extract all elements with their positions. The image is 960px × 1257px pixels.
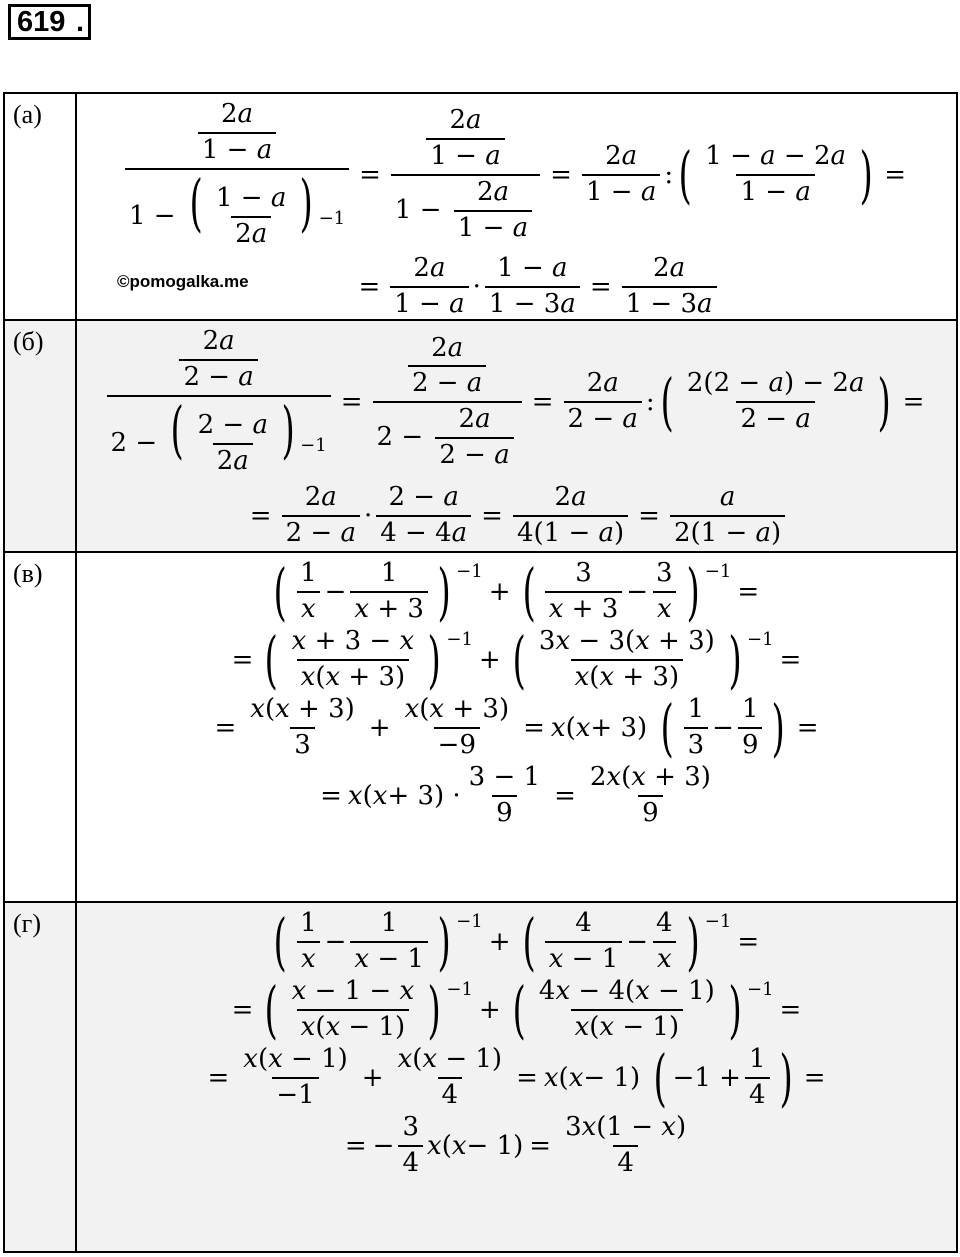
part-v-line-2: = ( x + 3 − x x(x + 3) ) −1 + ( 3x − 3(x + 3) x(x + 3) ) −1 = — [231, 623, 802, 697]
part-g-row — [4, 902, 957, 1252]
part-a-line-2: = $\frac{2a}{1 - a}$ · $\frac{1 - a}{1 - 3a}$ = $\frac{2a}{1 - 3a}$ — [77, 254, 956, 320]
part-v-label: (в) — [4, 552, 76, 902]
part-g-body — [76, 902, 957, 1252]
part-v-line-3: = $\frac{x(x + 3)}{3}$ + $\frac{x(x + 3)}{-9}$ = x ( x + 3) ( 1 3 − 1 9 ) = — [214, 690, 819, 764]
part-g-line-1: ( 1 x − 1 x − 1 ) −1 + ( 4 x − 1 − 4 x ) −1 = — [273, 905, 760, 979]
part-b-label: (б) — [4, 320, 76, 552]
part-b-line-1: $\frac{2a}{2 - a}$ 2 − ( $\frac{2 - a}{2a}$ ) −1 = $\frac{2a}{2 - a}$ 2 − $\frac{2a}{2 - a}$ = $\frac{2a}{2 - a}$ : ( 2(2 − a) − 2a 2 − a ) = — [77, 327, 956, 477]
part-g-line-4: = − $\frac{3}{4}$ x ( x − 1) = $\frac{3x(1 - x)}{4}$ — [344, 1111, 687, 1178]
part-g-label: (г) — [4, 902, 76, 1252]
problem-number-dot: . — [76, 6, 85, 38]
part-b-body — [76, 320, 957, 552]
part-g-line-2: = ( x − 1 − x x(x − 1) ) −1 + ( 4x − 4(x − 1) x(x − 1) ) −1 = — [231, 973, 802, 1047]
part-a-row — [4, 93, 957, 320]
part-g-line-3: = $\frac{x(x - 1)}{-1}$ + $\frac{x(x - 1)}{4}$ = x ( x − 1) ( −1 + 1 4 ) = — [207, 1040, 826, 1114]
part-v-line-4: = x ( x + 3) · $\frac{3 - 1}{9}$ = $\frac{2x(x + 3)}{9}$ — [320, 761, 711, 828]
part-a-label: (а) — [4, 93, 76, 320]
part-b-line-2: = $\frac{2a}{2 - a}$ · $\frac{2 - a}{4 - 4a}$ = $\frac{2a}{4(1 - a)}$ = $\frac{a}{2(1 - a)}$ — [77, 483, 956, 549]
part-v-line-1: ( 1 x − 1 x + 3 ) −1 + ( 3 x + 3 − 3 x ) −1 = — [273, 555, 760, 629]
part-v-body — [76, 552, 957, 902]
solution-table — [3, 92, 958, 1253]
problem-number: 619 — [8, 4, 91, 40]
part-b-row — [4, 320, 957, 552]
part-a-line-1: $\frac{2a}{1 - a}$ 1 − ( $\frac{1 - a}{2a}$ ) −1 = $\frac{2a}{1 - a}$ 1 − $\frac{2a}{1 - a}$ = $\frac{2a}{1 - a}$ : ( 1 − a − 2a 1 − a ) = — [77, 100, 956, 250]
part-a-body — [76, 93, 957, 320]
part-v-row — [4, 552, 957, 902]
watermark: ©pomogalka.me — [117, 272, 249, 291]
